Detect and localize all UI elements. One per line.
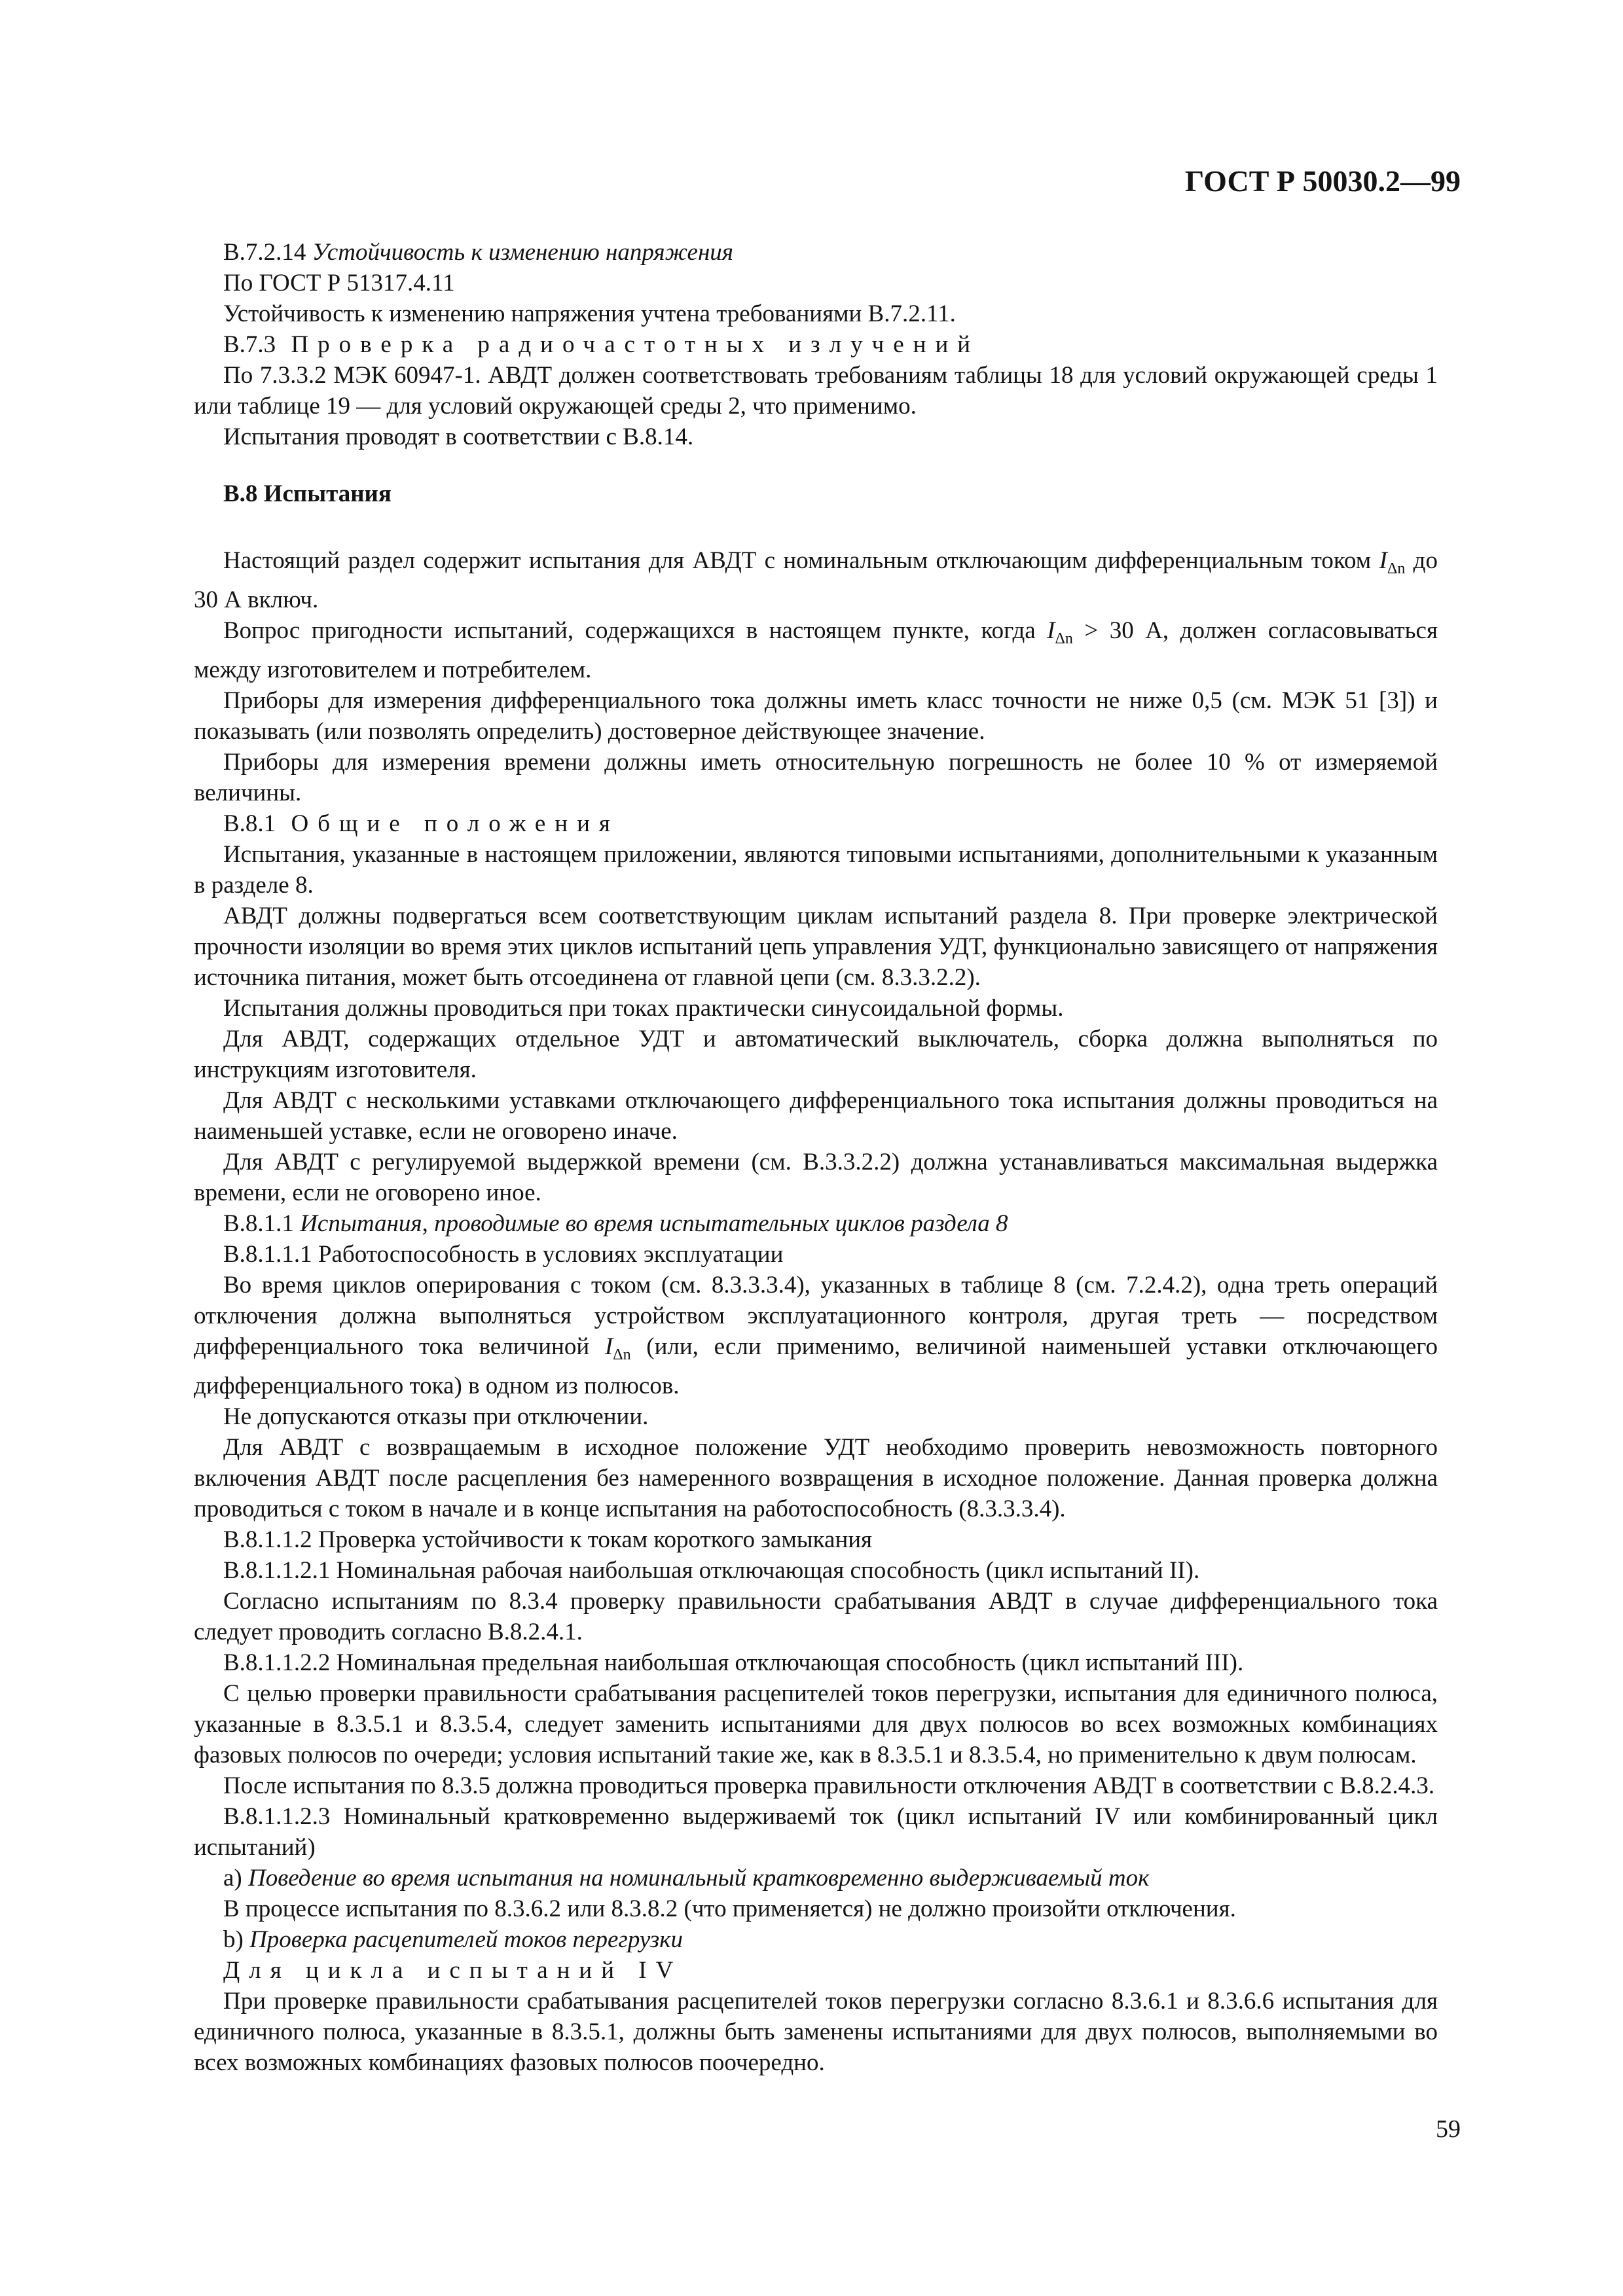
paragraph: После испытания по 8.3.5 должна проводиться проверка правильности отключения АВДТ в соответствии с В.8.2.4.3.	[223, 1772, 1435, 1799]
symbol-i: I	[1047, 617, 1055, 644]
paragraph: Устойчивость к изменению напряжения учтена требованиями В.7.2.11.	[223, 300, 956, 327]
paragraph	[194, 1270, 1438, 1401]
text-run: (или, если применимо, величиной наименьшей уставки отключающего дифференциального тока) в одном из полюсов.	[194, 1333, 1438, 1399]
paragraph	[194, 615, 1438, 685]
text-run: Настоящий раздел содержит испытания для АВДТ с номинальным отключающим дифференциальным током	[223, 547, 1379, 574]
list-item-title: Проверка расцепителей токов перегрузки	[249, 1926, 684, 1953]
paragraph: Согласно испытаниям по 8.3.4 проверку правильности срабатывания АВДТ в случае дифференциального тока следует проводить согласно В.8.2.4.1.	[194, 1588, 1438, 1645]
page-body	[194, 237, 1438, 2078]
paragraph: С целью проверки правильности срабатывания расцепителей токов перегрузки, испытания для единичного полюса, указанные в 8.3.5.1 и 8.3.5.4, следует заменить испытаниями для двух полюсов во всех возможных комбинациях фазовых полюсов по очереди; условия испытаний такие же, как в 8.3.5.1 и 8.3.5.4, но применительно к двум полюсам.	[194, 1680, 1438, 1768]
list-label: a)	[223, 1865, 242, 1892]
paragraph: Для АВДТ с регулируемой выдержкой времени (см. В.3.3.2.2) должна устанавливаться максимальная выдержка времени, если не оговорено иное.	[194, 1149, 1438, 1206]
list-item-b	[194, 1924, 1438, 1955]
paragraph: Не допускаются отказы при отключении.	[223, 1403, 649, 1430]
symbol-subscript: Δn	[1387, 560, 1406, 577]
clause-title: Общие положения	[291, 810, 619, 837]
paragraph: Для АВДТ с возвращаемым в исходное положение УДТ необходимо проверить невозможность повторного включения АВДТ после расцепления без намеренного возвращения в исходное положение. Данная проверка должна проводиться с током в начале и в конце испытания на работоспособность (8.3.3.3.4).	[194, 1434, 1438, 1522]
paragraph: По 7.3.3.2 МЭК 60947-1. АВДТ должен соответствовать требованиям таблицы 18 для условий окружающей среды 1 или таблице 19 — для условий окружающей среды 2, что применимо.	[194, 362, 1438, 420]
paragraph: По ГОСТ Р 51317.4.11	[223, 270, 455, 296]
symbol-i: I	[604, 1333, 613, 1360]
document-standard-number: ГОСТ Р 50030.2—99	[1185, 164, 1461, 198]
clause-b8111: В.8.1.1.1 Работоспособность в условиях эксплуатации	[223, 1241, 784, 1268]
clause-number: В.7.3	[223, 331, 276, 358]
clause-number: В.7.2.14	[223, 239, 306, 266]
paragraph: При проверке правильности срабатывания расцепителей токов перегрузки согласно 8.3.6.1 и 8.3.6.6 испытания для единичного полюса, указанные в 8.3.5.1, должны быть заменены испытаниями для двух полюсов, выполняемыми во всех возможных комбинациях фазовых полюсов поочередно.	[194, 1988, 1438, 2076]
symbol-i: I	[1379, 547, 1387, 574]
paragraph: Испытания проводят в соответствии с В.8.14.	[223, 423, 694, 450]
paragraph: Испытания, указанные в настоящем приложении, являются типовыми испытаниями, дополнительными к указанным в разделе 8.	[194, 841, 1438, 899]
paragraph: Испытания должны проводиться при токах практически синусоидальной формы.	[223, 995, 1064, 1022]
paragraph: Для АВДТ с несколькими уставками отключающего дифференциального тока испытания должны проводиться на наименьшей уставке, если не оговорено иначе.	[194, 1087, 1438, 1145]
text-run: до 30 А включ.	[194, 547, 1438, 613]
paragraph: Приборы для измерения дифференциального тока должны иметь класс точности не ниже 0,5 (см. МЭК 51 [3]) и показывать (или позволять определить) достоверное действующее значение.	[194, 687, 1438, 745]
text-run: Вопрос пригодности испытаний, содержащихся в настоящем пункте, когда	[223, 617, 1048, 644]
clause-b73	[194, 329, 1438, 360]
paragraph: Приборы для измерения времени должны иметь относительную погрешность не более 10 % от измеряемой величины.	[194, 749, 1438, 806]
test-cycle-heading: Для цикла испытаний IV	[223, 1957, 683, 1984]
clause-title: Проверка радиочастотных излучений	[291, 331, 980, 358]
clause-title: Устойчивость к изменению напряжения	[312, 239, 733, 266]
paragraph	[194, 545, 1438, 615]
paragraph: АВДТ должны подвергаться всем соответствующим циклам испытаний раздела 8. При проверке электрической прочности изоляции во время этих циклов испытаний цепь управления УДТ, функционально зависящего от напряжения источника питания, может быть отсоединена от главной цепи (см. 8.3.3.2.2).	[194, 903, 1438, 991]
text-run: > 30 А, должен согласовываться между изготовителем и потребителем.	[194, 617, 1438, 683]
symbol-subscript: Δn	[1055, 630, 1073, 647]
clause-b7214	[194, 237, 1438, 268]
text-run: Во время циклов оперирования с током (см. 8.3.3.3.4), указанных в таблице 8 (см. 7.2.4.2), одна треть операций отключения должна выполняться устройством эксплуатационного контроля, другая треть — посредством дифференциального тока величиной	[194, 1272, 1438, 1360]
page-number: 59	[1436, 2115, 1461, 2143]
clause-b811	[194, 1208, 1438, 1239]
clause-b81	[194, 808, 1438, 839]
clause-number: В.8.1	[223, 810, 276, 837]
clause-b81123: В.8.1.1.2.3 Номинальный кратковременно выдерживаемй ток (цикл испытаний IV или комбинированный цикл испытаний)	[194, 1803, 1438, 1861]
paragraph: В процессе испытания по 8.3.6.2 или 8.3.8.2 (что применяется) не должно произойти отключения.	[223, 1895, 1236, 1922]
clause-title: Испытания, проводимые во время испытательных циклов раздела 8	[300, 1210, 1008, 1237]
clause-b81122: В.8.1.1.2.2 Номинальная предельная наибольшая отключающая способность (цикл испытаний III).	[223, 1649, 1244, 1676]
list-item-a	[194, 1863, 1438, 1893]
clause-b81121: В.8.1.1.2.1 Номинальная рабочая наибольшая отключающая способность (цикл испытаний II).	[223, 1557, 1200, 1584]
section-heading-b8: В.8 Испытания	[223, 480, 392, 507]
list-item-title: Поведение во время испытания на номинальный кратковременно выдерживаемый ток	[248, 1865, 1150, 1892]
symbol-subscript: Δn	[613, 1346, 631, 1363]
paragraph: Для АВДТ, содержащих отдельное УДТ и автоматический выключатель, сборка должна выполняться по инструкциям изготовителя.	[194, 1026, 1438, 1083]
clause-number: В.8.1.1	[223, 1210, 294, 1237]
clause-b8112: В.8.1.1.2 Проверка устойчивости к токам короткого замыкания	[223, 1526, 873, 1553]
list-label: b)	[223, 1926, 244, 1953]
